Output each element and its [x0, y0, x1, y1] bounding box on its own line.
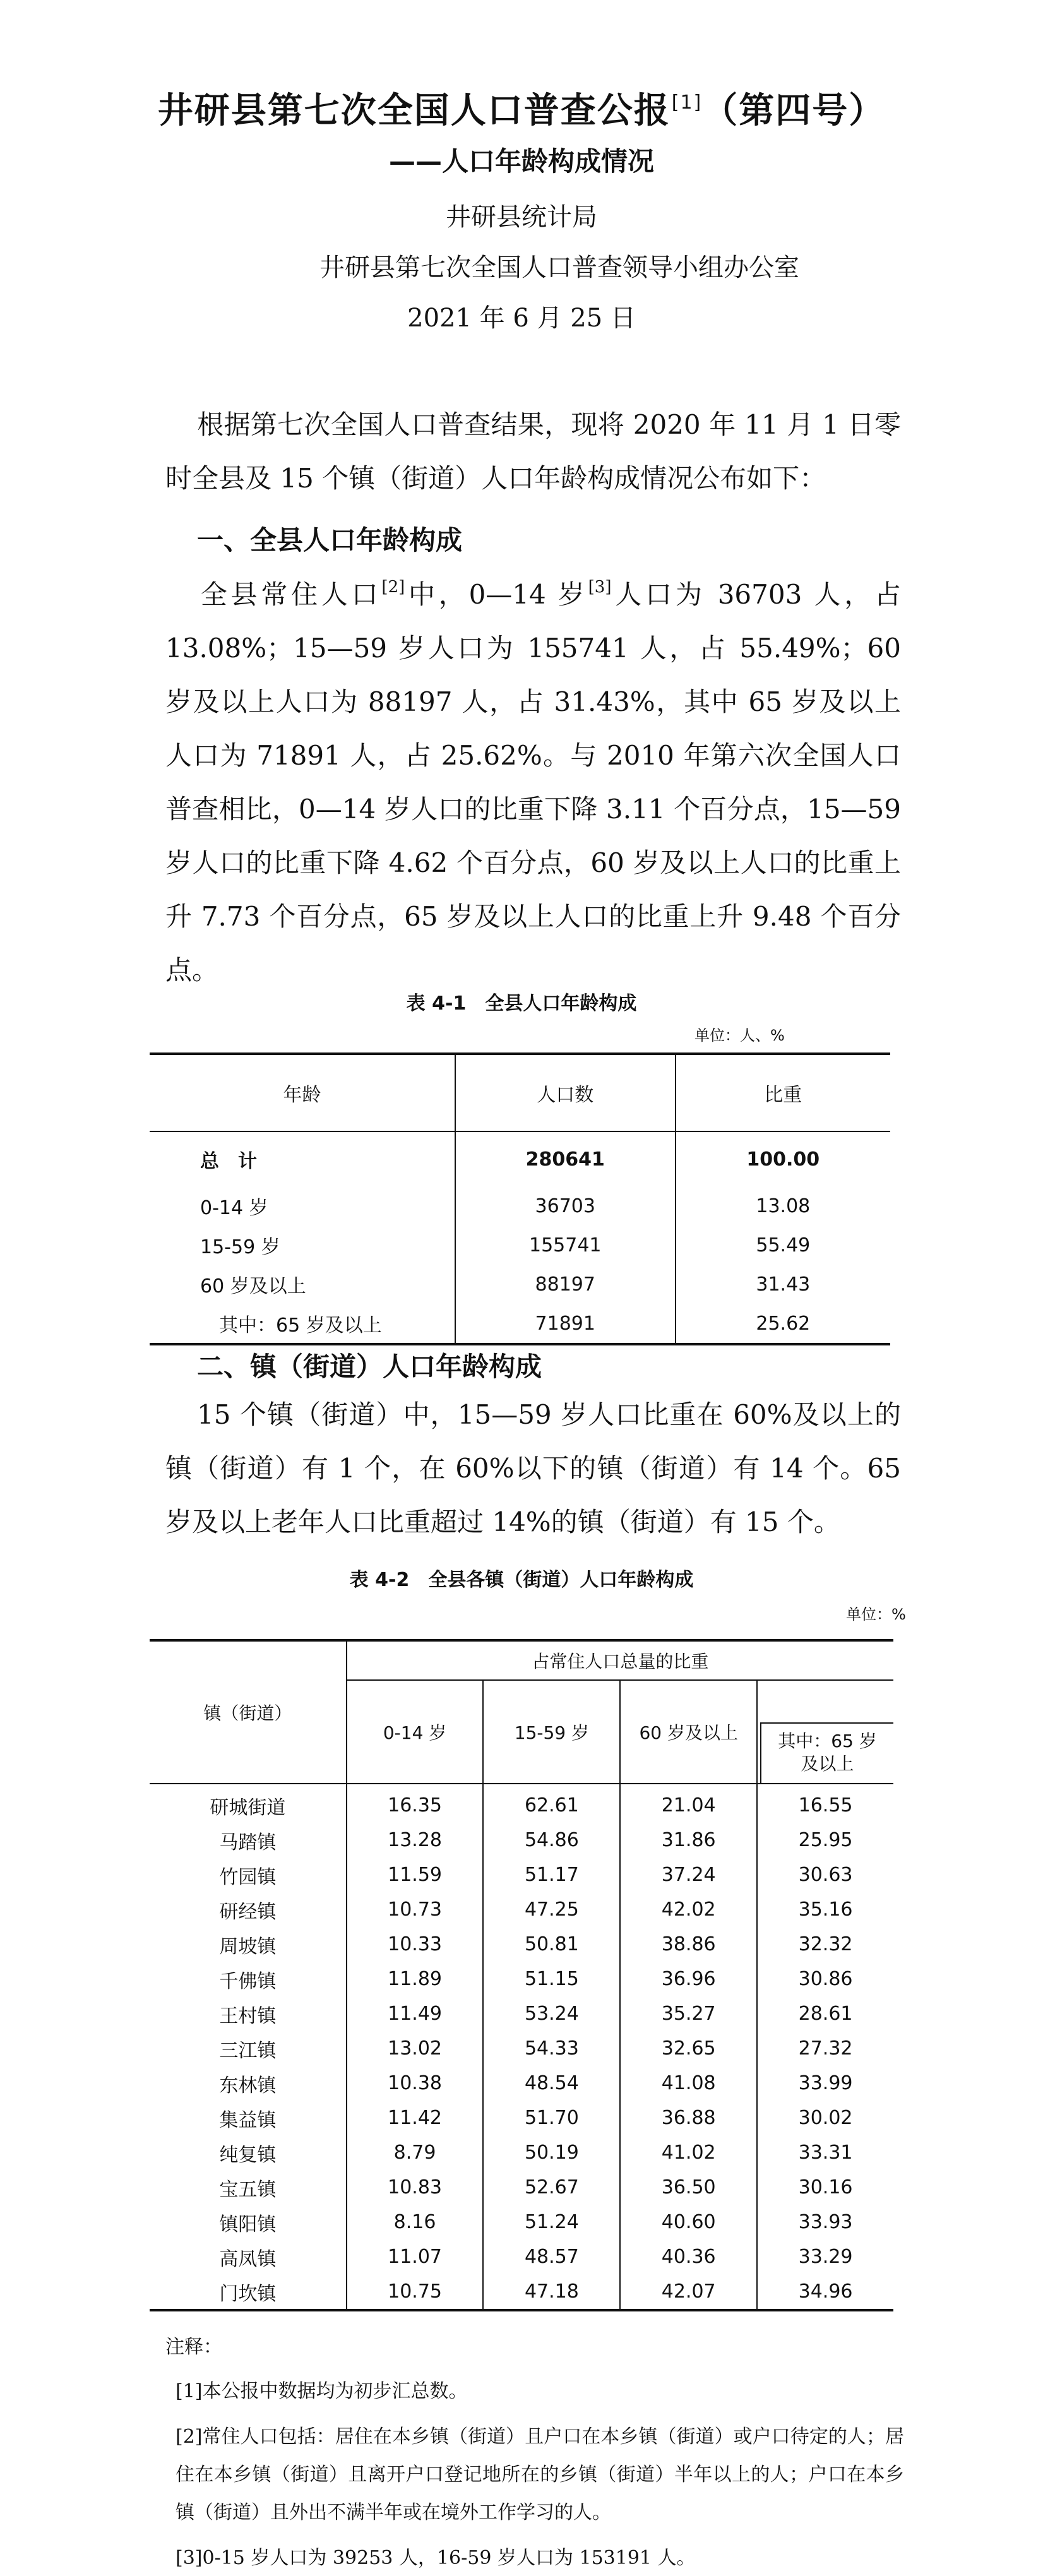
town-name-cell: 镇阳镇 — [219, 2213, 277, 2236]
value-cell: 52.67 — [483, 2170, 620, 2205]
value-cell: 33.93 — [757, 2205, 893, 2239]
value-cell: 10.73 — [347, 1892, 484, 1927]
col-header-15-59: 15-59 岁 — [483, 1680, 620, 1784]
table2-caption: 表 4-2 全县各镇（街道）人口年龄构成 — [349, 1569, 694, 1591]
col-header-0-14: 0-14 岁 — [347, 1680, 484, 1784]
value-cell: 40.36 — [620, 2239, 757, 2274]
col-header-town: 镇（街道） — [150, 1640, 347, 1784]
value-cell: 27.32 — [757, 2031, 893, 2066]
age-structure-table — [150, 1052, 890, 1345]
table-row — [150, 1823, 893, 1857]
town-name-cell: 研经镇 — [219, 1900, 277, 1923]
publish-date: 2021 年 6 月 25 日 — [407, 304, 636, 333]
footnote-ref-3: [3] — [588, 578, 612, 597]
table-row — [150, 1784, 893, 1823]
table-row — [150, 1892, 893, 1927]
note-1: [1]本公报中数据均为初步汇总数。 — [176, 2380, 468, 2402]
town-name-cell: 王村镇 — [219, 2005, 277, 2027]
value-cell: 33.29 — [757, 2239, 893, 2274]
value-cell: 11.49 — [347, 1996, 484, 2031]
table-row — [150, 2239, 893, 2274]
value-cell: 38.86 — [620, 1927, 757, 1962]
town-name-cell: 三江镇 — [219, 2039, 277, 2062]
value-cell: 35.27 — [620, 1996, 757, 2031]
value-cell: 36.50 — [620, 2170, 757, 2205]
value-cell: 51.15 — [483, 1962, 620, 1996]
table-row — [150, 1996, 893, 2031]
value-cell: 48.54 — [483, 2066, 620, 2101]
col-header-65-plus-label: 其中：65 岁及以上 — [760, 1722, 893, 1783]
value-cell: 10.38 — [347, 2066, 484, 2101]
table-row — [150, 2274, 893, 2310]
title-issue-number: （第四号） — [702, 90, 886, 131]
town-name-cell: 马踏镇 — [219, 1831, 277, 1854]
value-cell: 51.24 — [483, 2205, 620, 2239]
town-name-cell: 周坡镇 — [219, 1935, 277, 1958]
value-cell: 25.95 — [757, 1823, 893, 1857]
value-cell: 11.89 — [347, 1962, 484, 1996]
value-cell: 36.96 — [620, 1962, 757, 1996]
value-cell: 21.04 — [620, 1784, 757, 1823]
value-cell: 31.86 — [620, 1823, 757, 1857]
value-cell: 36.88 — [620, 2101, 757, 2135]
value-cell: 16.35 — [347, 1784, 484, 1823]
col-header-share: 比重 — [676, 1054, 890, 1131]
table1-unit: 单位：人、% — [694, 1027, 785, 1044]
value-cell: 32.32 — [757, 1927, 893, 1962]
table-row — [150, 2066, 893, 2101]
town-name-cell: 宝五镇 — [219, 2178, 277, 2201]
value-cell: 48.57 — [483, 2239, 620, 2274]
value-cell: 54.86 — [483, 1823, 620, 1857]
town-name-cell: 东林镇 — [219, 2074, 277, 2097]
value-cell: 40.60 — [620, 2205, 757, 2239]
table-row-total: 总 计 280641 100.00 — [150, 1131, 890, 1186]
col-header-60-plus: 60 岁及以上 — [620, 1680, 757, 1784]
value-cell: 50.81 — [483, 1927, 620, 1962]
table1-caption: 表 4-1 全县人口年龄构成 — [406, 993, 637, 1015]
value-cell: 28.61 — [757, 1996, 893, 2031]
value-cell: 33.99 — [757, 2066, 893, 2101]
table-row — [150, 1962, 893, 1996]
value-cell: 30.02 — [757, 2101, 893, 2135]
value-cell: 30.86 — [757, 1962, 893, 1996]
table2-unit: 单位：% — [846, 1606, 906, 1623]
value-cell: 30.16 — [757, 2170, 893, 2205]
town-name-cell: 竹园镇 — [219, 1866, 277, 1888]
value-cell: 11.07 — [347, 2239, 484, 2274]
town-age-structure-table — [150, 1639, 893, 2311]
intro-paragraph: 根据第七次全国人口普查结果，现将 2020 年 11 月 1 日零时全县及 15 个镇（街道）人口年龄构成情况公布如下： — [165, 409, 901, 494]
value-cell: 37.24 — [620, 1857, 757, 1892]
value-cell: 11.59 — [347, 1857, 484, 1892]
town-name-cell: 高凤镇 — [219, 2248, 277, 2270]
section2-paragraph: 15 个镇（街道）中，15—59 岁人口比重在 60%及以上的镇（街道）有 1 个，在 60%以下的镇（街道）有 14 个。65 岁及以上老年人口比重超过 14%的镇（街道）有 15 个。 — [165, 1399, 901, 1537]
section1-heading: 一、全县人口年龄构成 — [197, 525, 463, 556]
value-cell: 8.16 — [347, 2205, 484, 2239]
table-row — [150, 2101, 893, 2135]
title-footnote-ref: [1] — [671, 92, 703, 114]
table-row — [150, 2031, 893, 2066]
value-cell: 8.79 — [347, 2135, 484, 2170]
note-3: [3]0-15 岁人口为 39253 人，16-59 岁人口为 153191 人。 — [176, 2547, 696, 2569]
table-row — [150, 2205, 893, 2239]
table-header-row — [150, 1640, 893, 1680]
value-cell: 10.33 — [347, 1927, 484, 1962]
town-name-cell: 纯复镇 — [219, 2144, 277, 2166]
value-cell: 54.33 — [483, 2031, 620, 2066]
town-name-cell: 研城街道 — [210, 1796, 286, 1819]
col-header-age: 年龄 — [150, 1054, 455, 1131]
section2-heading: 二、镇（街道）人口年龄构成 — [197, 1351, 542, 1382]
table-row — [150, 1857, 893, 1892]
col-header-count: 人口数 — [455, 1054, 676, 1131]
value-cell: 41.08 — [620, 2066, 757, 2101]
value-cell: 30.63 — [757, 1857, 893, 1892]
bulletin-title — [0, 81, 1043, 133]
section1-paragraph: 全县常住人口[2]中，0—14 岁[3]人口为 36703 人，占 13.08%；15—59 岁人口为 155741 人，占 55.49%；60 岁及以上人口为 88197 人，占 31.43%，其中 65 岁及以上人口为 71891 人，占 25.62%。与 2010 年第六次全国人口普查相比，0—14 岁人口的比重下降 3.11 个百分点，15—59 岁人口的比重下降 4.62 个百分点，60 岁及以上人口的比重上升 7.73 个百分点，65 岁及以上人口的比重上升 9.48 个百分点。 — [165, 578, 901, 986]
value-cell: 53.24 — [483, 1996, 620, 2031]
town-table-body — [150, 1784, 893, 2310]
table-row: 15-59 岁 155741 55.49 — [150, 1225, 890, 1265]
value-cell: 35.16 — [757, 1892, 893, 1927]
value-cell: 10.75 — [347, 2274, 484, 2310]
value-cell: 10.83 — [347, 2170, 484, 2205]
table-row: 0-14 岁 36703 13.08 — [150, 1186, 890, 1225]
footnote-ref-2: [2] — [381, 578, 405, 597]
title-text: 井研县第七次全国人口普查公报 — [157, 90, 670, 131]
issuer-bureau: 井研县统计局 — [446, 203, 597, 232]
notes-section — [165, 2330, 904, 2576]
table-header-row — [150, 1054, 890, 1131]
col-header-65-plus — [757, 1680, 893, 1784]
value-cell: 41.02 — [620, 2135, 757, 2170]
value-cell: 11.42 — [347, 2101, 484, 2135]
table-row — [150, 2170, 893, 2205]
table-row-subtotal: 其中：65 岁及以上 71891 25.62 — [150, 1304, 890, 1344]
col-header-group: 占常住人口总量的比重 — [347, 1640, 893, 1680]
value-cell: 50.19 — [483, 2135, 620, 2170]
value-cell: 51.17 — [483, 1857, 620, 1892]
value-cell: 32.65 — [620, 2031, 757, 2066]
value-cell: 42.07 — [620, 2274, 757, 2310]
town-name-cell: 千佛镇 — [219, 1970, 277, 1993]
town-name-cell: 门坎镇 — [219, 2282, 277, 2305]
note-2: [2]常住人口包括：居住在本乡镇（街道）且户口在本乡镇（街道）或户口待定的人；居住在本乡镇（街道）且离开户口登记地所在的乡镇（街道）半年以上的人；户口在本乡镇（街道）且外出不满半年或在境外工作学习的人。 — [176, 2426, 904, 2524]
value-cell: 42.02 — [620, 1892, 757, 1927]
town-name-cell: 集益镇 — [219, 2109, 277, 2132]
bulletin-subtitle: ——人口年龄构成情况 — [388, 146, 654, 177]
notes-label: 注释： — [165, 2336, 222, 2358]
table-row — [150, 1927, 893, 1962]
value-cell: 47.25 — [483, 1892, 620, 1927]
table-row — [150, 2135, 893, 2170]
value-cell: 51.70 — [483, 2101, 620, 2135]
value-cell: 33.31 — [757, 2135, 893, 2170]
value-cell: 13.02 — [347, 2031, 484, 2066]
value-cell: 34.96 — [757, 2274, 893, 2310]
value-cell: 47.18 — [483, 2274, 620, 2310]
value-cell: 62.61 — [483, 1784, 620, 1823]
value-cell: 13.28 — [347, 1823, 484, 1857]
table-row: 60 岁及以上 88197 31.43 — [150, 1265, 890, 1304]
value-cell: 16.55 — [757, 1784, 893, 1823]
issuer-office: 井研县第七次全国人口普查领导小组办公室 — [319, 253, 799, 282]
